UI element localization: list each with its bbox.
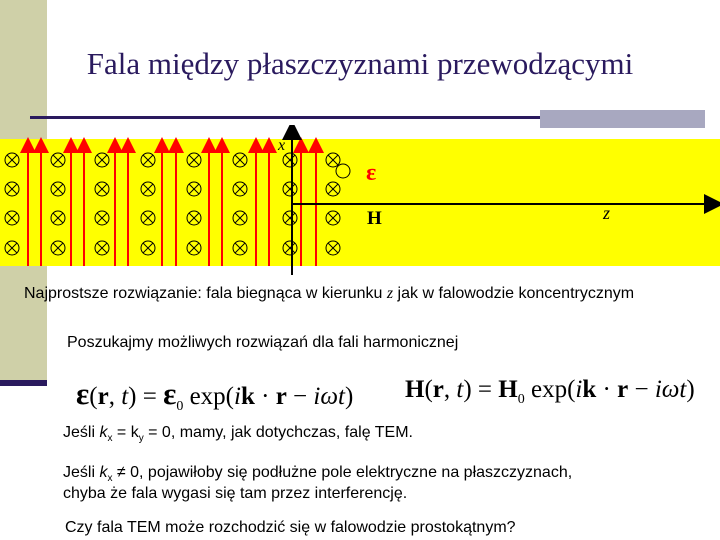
axis-x-label: x: [278, 137, 286, 154]
title-underline: [30, 116, 542, 119]
paragraph-3: Jeśli $k_x = k_y = 0$, mamy, jak dotychczas, falę TEM.: [63, 424, 413, 445]
paragraph-4-line-1: Jeśli $k_x \ne 0$, pojawiłoby się podłużne pole elektryczne na płaszczyznach,: [63, 464, 573, 485]
field-diagram: [0, 125, 720, 275]
legend-e-symbol: ε: [366, 160, 377, 186]
legend-h-symbol: H: [367, 208, 382, 229]
legend-e-marker: [336, 164, 350, 178]
paragraph-5: Czy fala TEM może rozchodzić się w falowodzie prostokątnym?: [65, 519, 516, 536]
paragraph-2: Poszukajmy możliwych rozwiązań dla fali harmonicznej: [67, 334, 459, 351]
equation-h-field: H(r, $t) = H_0$ exp(ik · r − iωt): [405, 376, 695, 407]
paragraph-4-line-2: chyba że fala wygasi się tam przez interferencję.: [63, 485, 408, 502]
paragraph-1: Najprostsze rozwiązanie: fala biegnąca w kierunku z jak w falowodzie koncentrycznym: [24, 285, 635, 302]
equation-e-field: ε(r, $t) = \varepsilon_0$ exp(ik · r − iωt): [76, 376, 354, 414]
slide-title: Fala między płaszczyznami przewodzącymi: [86, 46, 634, 81]
axis-z-label: z: [603, 203, 611, 223]
left-decor-accent: [0, 380, 47, 386]
